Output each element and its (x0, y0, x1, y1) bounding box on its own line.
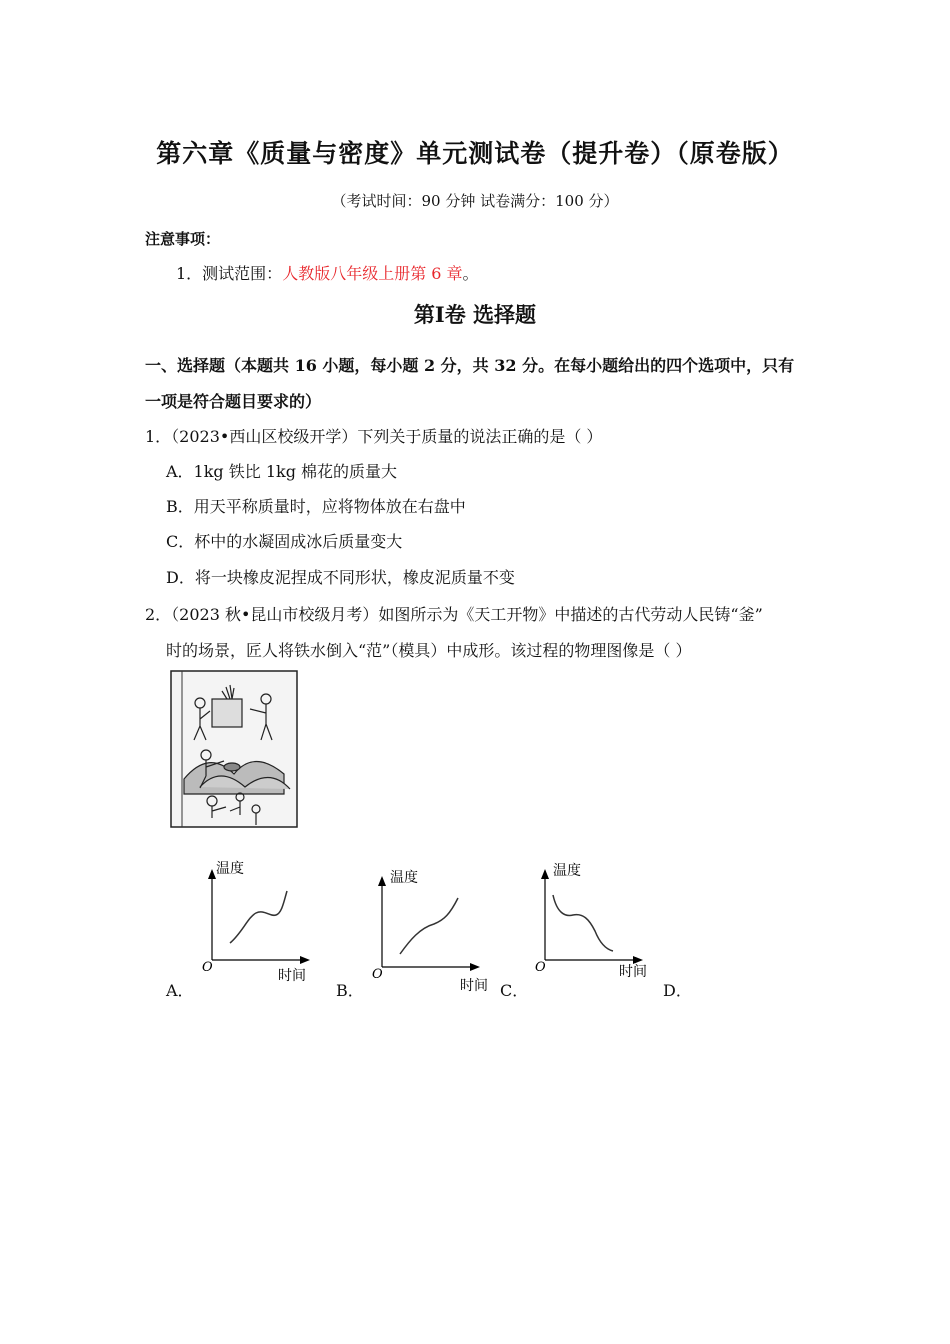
graph-b-y-arrow (378, 876, 386, 886)
section-title: 第Ⅰ卷 选择题 (413, 302, 537, 327)
graph-a-curve (230, 891, 287, 943)
graph-b-y-label: 温度 (390, 870, 418, 886)
graph-c-curve (553, 895, 613, 951)
graph-c-x-label: 时间 (619, 964, 647, 980)
question-1-option-b: B．用天平称质量时，应将物体放在右盘中 (166, 497, 466, 516)
graph-c (533, 855, 658, 985)
notice-item-1-suffix: 。 (462, 264, 479, 283)
notice-item-1-prefix: 1．测试范围： (176, 264, 283, 283)
graph-c-y-label: 温度 (553, 863, 581, 879)
test-range: 人教版八年级上册第 6 章 (282, 264, 463, 283)
graph-b-curve (400, 898, 458, 954)
graph-a-origin: O (202, 960, 213, 975)
graph-option-d-label: D． (663, 981, 692, 1000)
graph-c-origin: O (535, 960, 546, 975)
graph-c-y-arrow (541, 869, 549, 879)
question-1-option-c: C．杯中的水凝固成冰后质量变大 (166, 532, 403, 551)
graph-b-origin: O (372, 967, 383, 982)
graph-option-b-label: B． (336, 981, 364, 1000)
graph-b (370, 862, 495, 992)
graph-option-a-label: A． (166, 981, 194, 1000)
graph-a (200, 855, 320, 985)
graph-option-c-label: C． (500, 981, 529, 1000)
instructions-line-2: 一项是符合题目要求的） (145, 392, 322, 411)
question-2-stem-line-1: 2．（2023 秋•昆山市校级月考）如图所示为《天工开物》中描述的古代劳动人民铸“釜” (145, 605, 763, 624)
question-1-option-a: A．1kg 铁比 1kg 棉花的质量大 (166, 462, 398, 481)
graph-c-x-arrow (633, 956, 643, 964)
question-2-stem-line-2: 时的场景，匠人将铁水倒入“范”（模具）中成形。该过程的物理图像是（ ） (166, 641, 692, 660)
exam-info: （考试时间：90 分钟 试卷满分：100 分） (331, 192, 619, 210)
notice-item-1 (176, 261, 479, 284)
question-1-stem: 1．（2023•西山区校级开学）下列关于质量的说法正确的是（ ） (145, 427, 603, 446)
graph-a-x-arrow (300, 956, 310, 964)
instructions-line-1: 一、选择题（本题共 16 小题，每小题 2 分，共 32 分。在每小题给出的四个选项中，只有 (145, 356, 795, 375)
graph-a-y-label: 温度 (216, 861, 244, 877)
woodcut-illustration (170, 669, 298, 829)
page-title: 第六章《质量与密度》单元测试卷（提升卷）（原卷版） (156, 139, 794, 168)
question-1-option-d: D．将一块橡皮泥捏成不同形状，橡皮泥质量不变 (166, 568, 515, 587)
graph-b-x-label: 时间 (460, 978, 488, 992)
graph-a-x-label: 时间 (278, 968, 306, 984)
graph-b-x-arrow (470, 963, 480, 971)
notice-heading: 注意事项： (145, 230, 221, 248)
graph-a-y-arrow (208, 869, 216, 879)
